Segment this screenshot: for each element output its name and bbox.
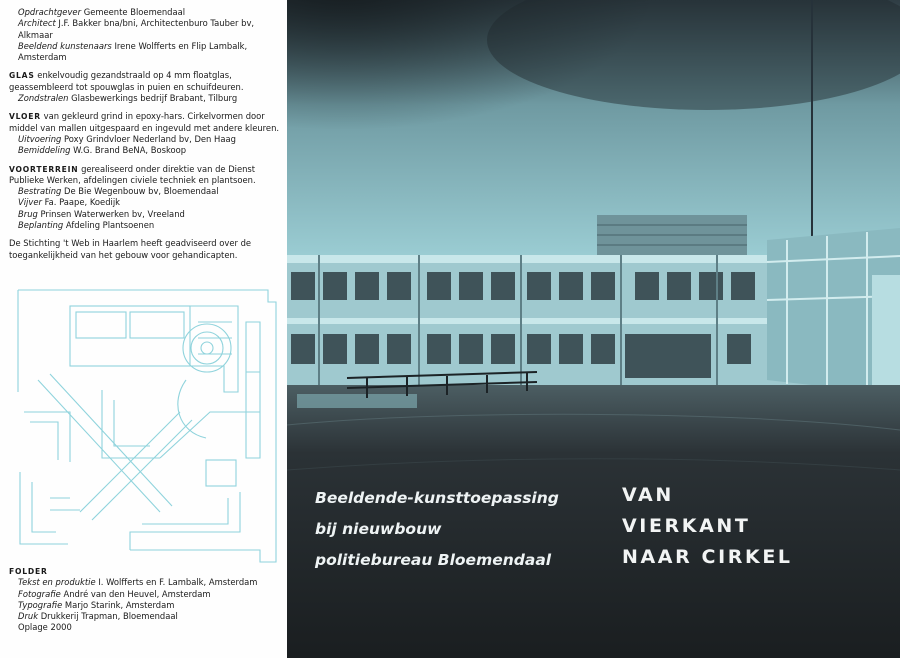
credits-panel: [0, 0, 287, 658]
credit-line-brug: Brug Prinsen Waterwerken bv, Vreeland: [18, 208, 185, 219]
credit-line-architect: Architect J.F. Bakker bna/bni, Architectenburo Tauber bv, Alkmaar: [18, 18, 255, 40]
credit-section-voorterrein: VOORTERREIN gerealiseerd onder direktie van de Dienst Publieke Werken, afdelingen civiele techniek en plantsoen.: [9, 163, 256, 185]
site-plan-drawing: [10, 262, 280, 574]
folder-colophon: [9, 566, 284, 634]
credit-line-beplanting: Beplanting Afdeling Plantsoenen: [18, 220, 155, 231]
folder-line-fotografie: Fotografie André van den Heuvel, Amsterdam: [18, 588, 211, 599]
credit-line-vijver: Vijver Fa. Paape, Koedijk: [18, 197, 121, 208]
credit-line-uitvoering: Uitvoering Poxy Grindvloer Nederland bv, Den Haag: [18, 133, 236, 144]
folder-line-tekst: Tekst en produktie I. Wolfferts en F. Lambalk, Amsterdam: [18, 577, 258, 588]
title-line: NAAR CIRKEL: [622, 546, 793, 568]
credit-line-zondstralen: Zondstralen Glasbewerkings bedrijf Brabant, Tilburg: [18, 93, 238, 104]
title-line: VAN: [622, 484, 674, 506]
title-line: VIERKANT: [622, 515, 751, 537]
subtitle-line: politiebureau Bloemendaal: [315, 551, 552, 569]
credit-stichting: De Stichting 't Web in Haarlem heeft geadviseerd over de toegankelijkheid van het gebouw voor gehandicapten.: [9, 238, 252, 260]
folder-line-typografie: Typografie Marjo Starink, Amsterdam: [18, 599, 175, 610]
cover-title: [622, 480, 793, 573]
subtitle-line: Beeldende-kunsttoepassing: [315, 489, 559, 507]
folder-line-oplage: Oplage 2000: [18, 622, 72, 633]
credit-section-glas: GLAS enkelvoudig gezandstraald op 4 mm floatglas, geassembleerd tot spouwglas in puien en schuifdeuren.: [9, 70, 244, 92]
credit-line-bestrating: Bestrating De Bie Wegenbouw bv, Bloemendaal: [18, 186, 219, 197]
credit-line-opdrachtgever: Opdrachtgever Gemeente Bloemendaal: [18, 7, 186, 17]
folder-heading: FOLDER: [9, 567, 48, 576]
cover-panel: [287, 0, 900, 658]
credits-text: [9, 7, 284, 261]
cover-subtitle: [315, 483, 559, 576]
subtitle-line: bij nieuwbouw: [315, 520, 442, 538]
credit-line-bemiddeling: Bemiddeling W.G. Brand BeNA, Boskoop: [18, 145, 187, 156]
credit-line-kunstenaars: Beeldend kunstenaars Irene Wolfferts en Flip Lambalk, Amsterdam: [18, 40, 248, 63]
credit-section-vloer: VLOER van gekleurd grind in epoxy-hars. Cirkelvormen door middel van mallen uitgespaard en ingevuld met andere kleuren.: [9, 111, 280, 133]
folder-line-druk: Druk Drukkerij Trapman, Bloemendaal: [18, 611, 178, 622]
